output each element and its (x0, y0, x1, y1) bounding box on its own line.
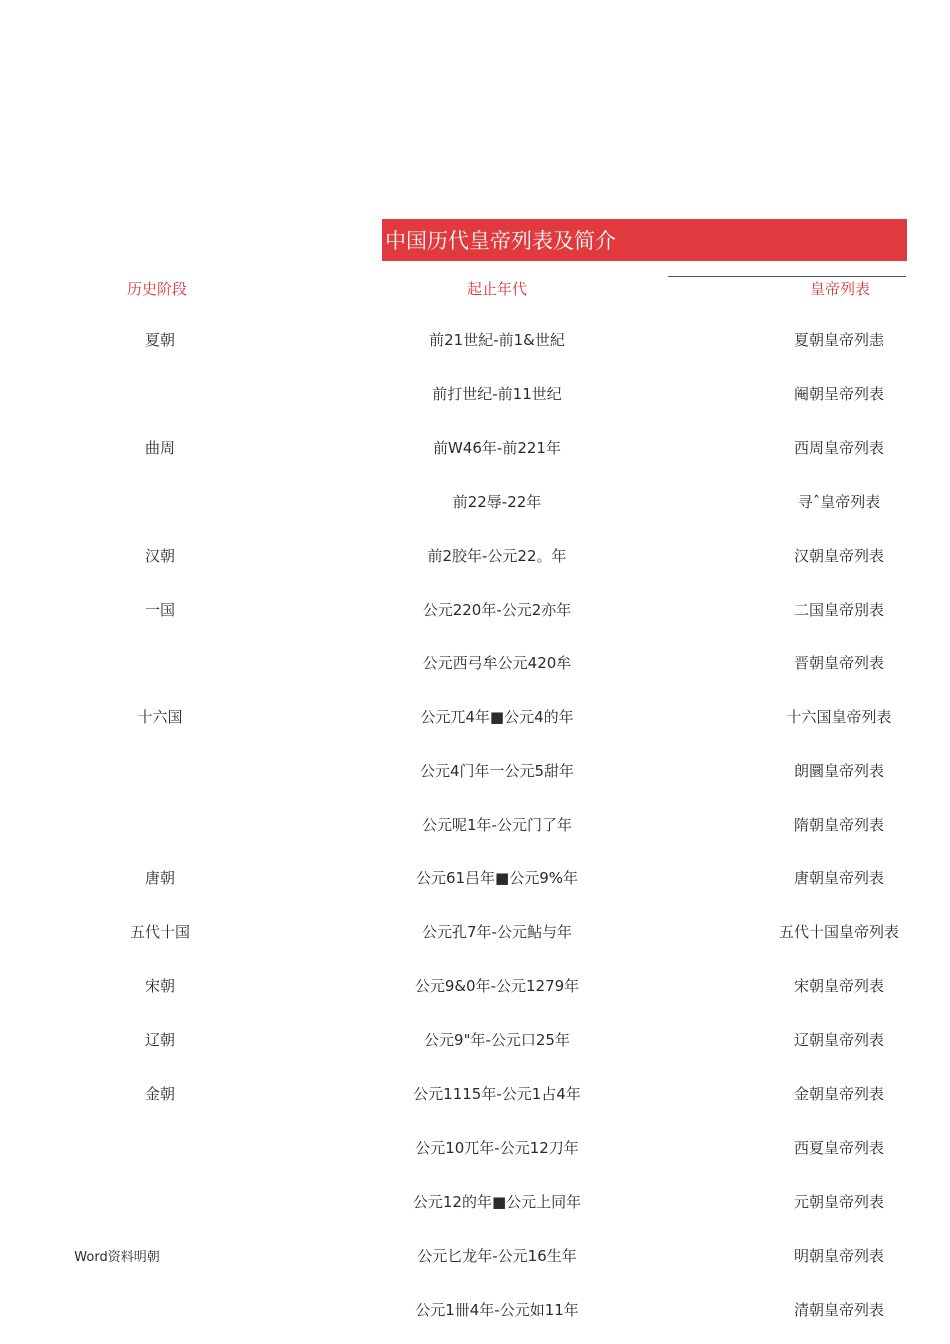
table-row (0, 1244, 950, 1274)
period-cell: 夏朝 (144, 331, 176, 349)
table-row (0, 544, 950, 574)
period-cell: 五代十国 (129, 923, 191, 941)
table-row (0, 974, 950, 1004)
header-dates: 起止年代 (466, 280, 528, 298)
emperors-link[interactable]: 金朝皇帝列表 (793, 1085, 885, 1103)
table-row (0, 705, 950, 735)
period-cell: 辽朝 (144, 1031, 176, 1049)
emperors-link[interactable]: 西周皇帝列表 (793, 439, 885, 457)
period-cell: 十六国 (137, 708, 183, 726)
table-row (0, 436, 950, 466)
dates-cell: 公元9&0年-公元1279年 (414, 977, 580, 995)
period-cell: 宋朝 (144, 977, 176, 995)
emperors-link[interactable]: 阉朝呈帝列表 (793, 385, 885, 403)
table-row (0, 1028, 950, 1058)
table-row (0, 920, 950, 950)
dates-cell: 公元61吕年■公元9%年 (415, 869, 579, 887)
header-rule (668, 276, 906, 277)
table-row (0, 1136, 950, 1166)
dates-cell: 前22辱-22年 (452, 493, 542, 511)
period-cell: 曲周 (144, 439, 176, 457)
table-row (0, 866, 950, 896)
emperors-link[interactable]: 明朝皇帝列表 (793, 1247, 885, 1265)
emperors-link[interactable]: 寻ˆ皇帝列表 (797, 493, 881, 511)
table-row (0, 651, 950, 681)
title-banner (382, 219, 907, 261)
emperors-link[interactable]: 十六国皇帝列表 (786, 708, 892, 726)
header-period: 历史阶段 (126, 280, 188, 298)
table-row (0, 1298, 950, 1328)
emperors-link[interactable]: 夏朝皇帝列恚 (793, 331, 885, 349)
dates-cell: 公元孔7年-公元鲇与年 (422, 923, 572, 941)
emperors-link[interactable]: 清朝皇帝列表 (793, 1301, 885, 1319)
emperors-link[interactable]: 隋朝皇帝列表 (793, 816, 885, 834)
period-cell: 一国 (144, 601, 176, 619)
dates-cell: 公元10兀年-公元12刀年 (415, 1139, 579, 1157)
emperors-link[interactable]: 晋朝皇帝列表 (793, 654, 885, 672)
table-row (0, 328, 950, 358)
dates-cell: 公元1115年-公元1占4年 (413, 1085, 581, 1103)
dates-cell: 前21世紀-前1&世紀 (429, 331, 565, 349)
dates-cell: 前打世纪-前11世纪 (432, 385, 562, 403)
document-title: 中国历代皇帝列表及简介 (385, 229, 616, 253)
emperors-link[interactable]: 辽朝皇帝列表 (793, 1031, 885, 1049)
period-cell: 金朝 (144, 1085, 176, 1103)
table-row (0, 598, 950, 628)
table-row (0, 813, 950, 843)
table-row (0, 1190, 950, 1220)
dates-cell: 公元1卌4年-公元如11年 (415, 1301, 579, 1319)
table-row (0, 382, 950, 412)
table-row (0, 759, 950, 789)
period-cell: 汉朝 (144, 547, 176, 565)
header-emperors: 皇帝列表 (809, 280, 871, 298)
dates-cell: 公元4门年一公元5甜年 (419, 762, 575, 780)
dates-cell: 公元匕龙年-公元16生年 (417, 1247, 577, 1265)
emperors-link[interactable]: 元朝皇帝列表 (793, 1193, 885, 1211)
dates-cell: 前2胶年-公元22。年 (427, 547, 567, 565)
dates-cell: 公元9"年-公元口25年 (424, 1031, 570, 1049)
period-cell: 唐朝 (144, 869, 176, 887)
emperors-link[interactable]: 宋朝皇帝列表 (793, 977, 885, 995)
dates-cell: 公元西弓牟公元420牟 (422, 654, 572, 672)
emperors-link[interactable]: 二国皇帝別表 (793, 601, 885, 619)
emperors-link[interactable]: 西夏皇帝列表 (793, 1139, 885, 1157)
dates-cell: 公元兀4年■公元4的年 (420, 708, 574, 726)
emperors-link[interactable]: 汉朝皇帝列表 (793, 547, 885, 565)
dates-cell: 公元12的年■公元上同年 (412, 1193, 582, 1211)
emperors-link[interactable]: 五代十国皇帝列表 (778, 923, 900, 941)
dates-cell: 公元220年-公元2亦年 (422, 601, 572, 619)
dates-cell: 公元呢1年-公元门了年 (422, 816, 572, 834)
period-cell: Word资料明朝 (74, 1250, 160, 1265)
emperors-link[interactable]: 朗圜皇帝列表 (793, 762, 885, 780)
table-row (0, 1082, 950, 1112)
emperors-link[interactable]: 唐朝皇帝列表 (793, 869, 885, 887)
dates-cell: 前W46年-前221年 (433, 439, 561, 457)
table-row (0, 490, 950, 520)
